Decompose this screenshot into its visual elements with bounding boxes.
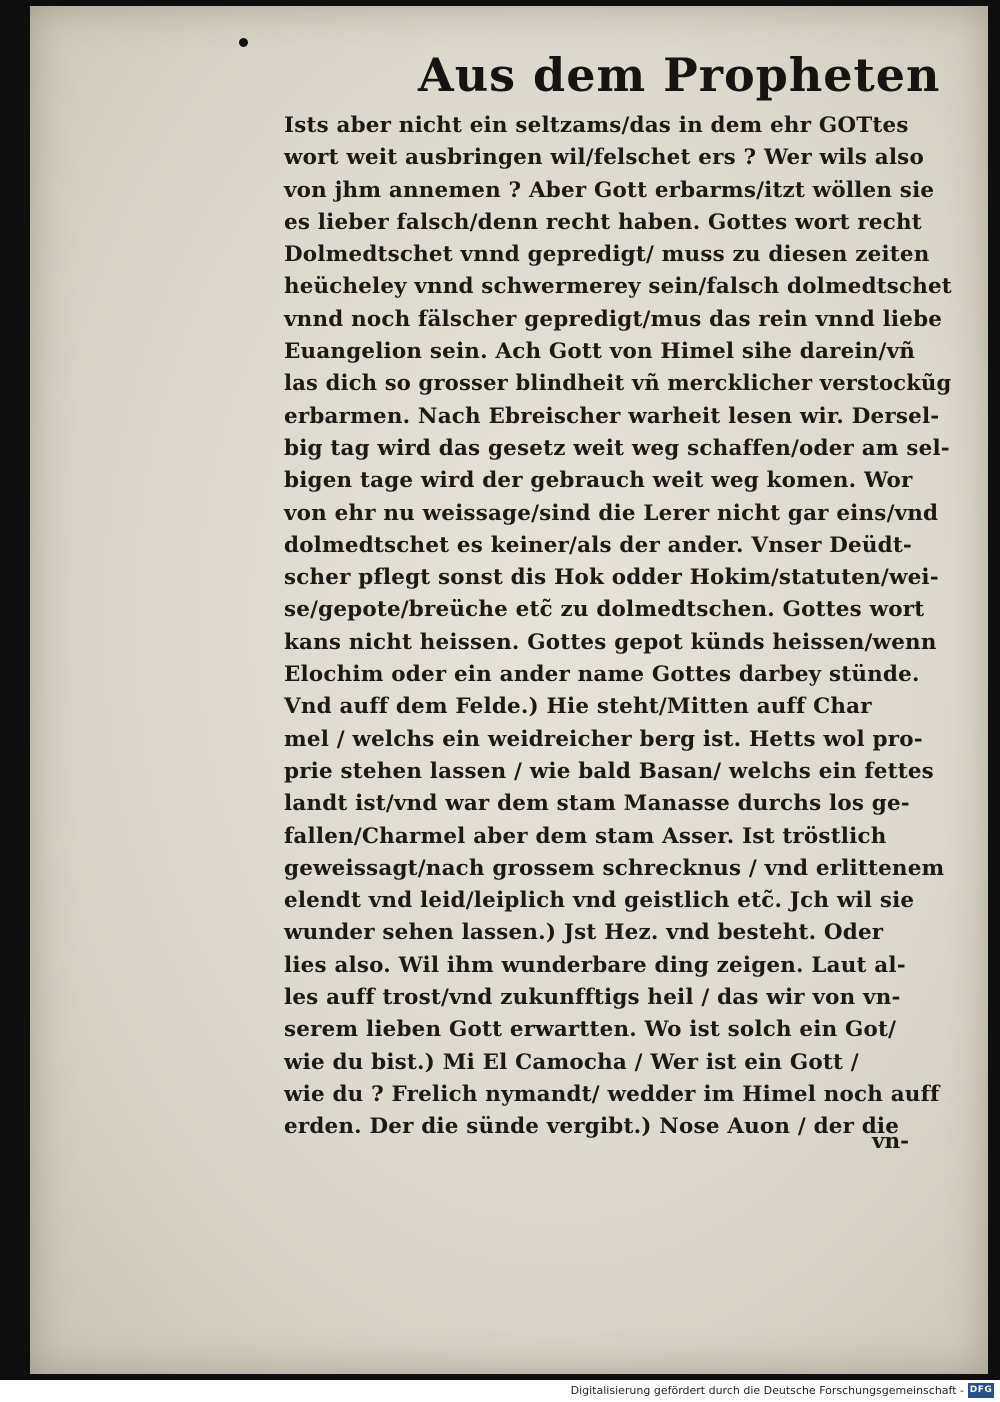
text-line: Dolmedtschet vnnd gepredigt/ muss zu diesen zeiten <box>284 242 930 268</box>
text-line: erden. Der die sünde vergibt.) Nose Auon / der die <box>284 1114 900 1140</box>
text-line: Euangelion sein. Ach Gott von Himel sihe darein/vñ <box>284 339 916 365</box>
text-line: elendt vnd leid/leiplich vnd geistlich etc̃. Jch wil sie <box>284 888 915 914</box>
text-line: big tag wird das gesetz weit weg schaffen/oder am sel- <box>284 435 950 461</box>
text-line: heücheley vnnd schwermerey sein/falsch dolmedtschet <box>284 274 952 300</box>
text-line: dolmedtschet es keiner/als der ander. Vnser Deüdt- <box>284 532 913 558</box>
text-line: erbarmen. Nach Ebreischer warheit lesen wir. Dersel- <box>284 403 940 429</box>
text-line: mel / welchs ein weidreicher berg ist. Hetts wol pro- <box>284 726 923 752</box>
text-line: lies also. Wil ihm wunderbare ding zeigen. Laut al- <box>284 952 906 978</box>
dfg-logo: DFG <box>968 1383 994 1398</box>
text-line: las dich so grosser blindheit vñ mercklicher verstockũg <box>284 371 952 397</box>
catchword: vn- <box>872 1129 910 1154</box>
text-line: geweissagt/nach grossem schrecknus / vnd erlittenem <box>284 855 945 881</box>
text-line: les auff trost/vnd zukunfftigs heil / das wir von vn- <box>284 985 901 1011</box>
text-line: wunder sehen lassen.) Jst Hez. vnd besteht. Oder <box>284 920 884 946</box>
text-line: wie du ? Frelich nymandt/ wedder im Himel noch auff <box>284 1081 940 1107</box>
text-line: von jhm annemen ? Aber Gott erbarms/itzt wöllen sie <box>284 177 935 203</box>
text-line: es lieber falsch/denn recht haben. Gottes wort recht <box>284 209 922 235</box>
text-line: Vnd auff dem Felde.) Hie steht/Mitten auff Char <box>284 694 872 720</box>
text-line: se/gepote/breüche etc̃ zu dolmedtschen. Gottes wort <box>284 597 925 623</box>
text-line: von ehr nu weissage/sind die Lerer nicht gar eins/vnd <box>284 500 939 526</box>
text-line: wie du bist.) Mi El Camocha / Wer ist ein Gott / <box>284 1049 859 1075</box>
text-line: landt ist/vnd war dem stam Manasse durchs los ge- <box>284 791 910 817</box>
text-line: Elochim oder ein ander name Gottes darbey stünde. <box>284 662 920 688</box>
text-line: kans nicht heissen. Gottes gepot künds heissen/wenn <box>284 629 937 655</box>
body-text <box>284 110 954 1144</box>
text-line: serem lieben Gott erwartten. Wo ist solch ein Got/ <box>284 1017 897 1043</box>
text-line: scher pflegt sonst dis Hok odder Hokim/statuten/wei- <box>284 565 939 591</box>
footer-bar <box>0 1380 1000 1402</box>
funding-credit: Digitalisierung gefördert durch die Deutsche Forschungsgemeinschaft - <box>570 1384 964 1397</box>
running-head: Aus dem Propheten <box>418 48 941 102</box>
text-line: bigen tage wird der gebrauch weit weg komen. Wor <box>284 468 913 494</box>
text-line: prie stehen lassen / wie bald Basan/ welchs ein fettes <box>284 758 934 784</box>
text-line: vnnd noch fälscher gepredigt/mus das rein vnnd liebe <box>284 306 943 332</box>
text-line: Ists aber nicht ein seltzams/das in dem ehr GOTtes <box>284 113 909 138</box>
text-line: wort weit ausbringen wil/felschet ers ? Wer wils also <box>284 145 924 171</box>
text-line: fallen/Charmel aber dem stam Asser. Ist tröstlich <box>284 823 887 849</box>
ink-dot-mark <box>239 38 248 47</box>
